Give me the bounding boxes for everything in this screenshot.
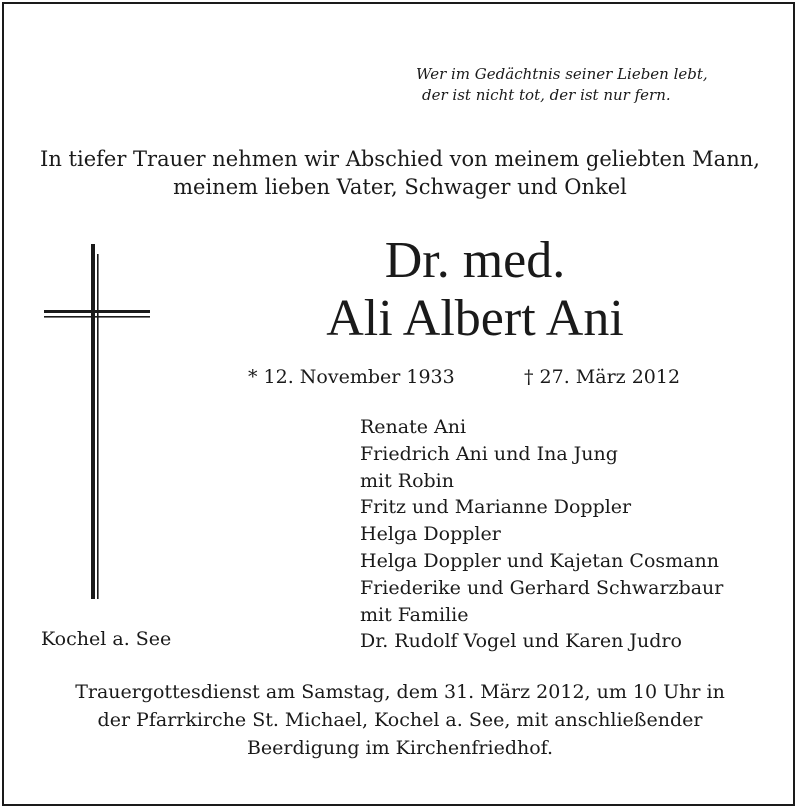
mourner-entry: Fritz und Marianne Doppler bbox=[360, 496, 632, 519]
mourner-entry: mit Familie bbox=[360, 603, 469, 626]
birth-date: * 12. November 1933 bbox=[248, 366, 455, 388]
motto-line-1: Wer im Gedächtnis seiner Lieben lebt, bbox=[416, 65, 708, 83]
intro-line-2: meinem lieben Vater, Schwager und Onkel bbox=[173, 175, 627, 199]
mourner-entry: Dr. Rudolf Vogel und Karen Judro bbox=[360, 630, 682, 653]
mourner-entry: Helga Doppler und Kajetan Cosmann bbox=[360, 549, 719, 572]
service-line-2: der Pfarrkirche St. Michael, Kochel a. See, mit anschließender bbox=[97, 709, 703, 731]
mourner-entry: Renate Ani bbox=[360, 416, 467, 438]
mourner-entry: Friedrich Ani und Ina Jung bbox=[360, 442, 618, 465]
deceased-name-block bbox=[245, 232, 705, 348]
deceased-title: Dr. med. bbox=[384, 232, 566, 289]
service-line-3: Beerdigung im Kirchenfriedhof. bbox=[246, 737, 554, 759]
deceased-name: Ali Albert Ani bbox=[326, 290, 624, 347]
death-date: † 27. März 2012 bbox=[524, 366, 681, 388]
mourner-entry: Helga Doppler bbox=[360, 523, 501, 546]
mourner-entry: Friederike und Gerhard Schwarzbaur bbox=[360, 576, 724, 599]
intro-line-1: In tiefer Trauer nehmen wir Abschied von meinem geliebten Mann, bbox=[40, 147, 760, 171]
mourners-list bbox=[360, 414, 723, 655]
intro-text bbox=[0, 145, 800, 201]
motto-quote bbox=[416, 64, 756, 106]
service-announcement bbox=[0, 678, 800, 762]
motto-line-2: der ist nicht tot, der ist nur fern. bbox=[422, 86, 671, 104]
service-line-1: Trauergottesdienst am Samstag, dem 31. März 2012, um 10 Uhr in bbox=[75, 681, 725, 703]
cross-icon bbox=[40, 244, 152, 599]
place-name: Kochel a. See bbox=[41, 628, 172, 650]
mourner-entry: mit Robin bbox=[360, 469, 454, 492]
